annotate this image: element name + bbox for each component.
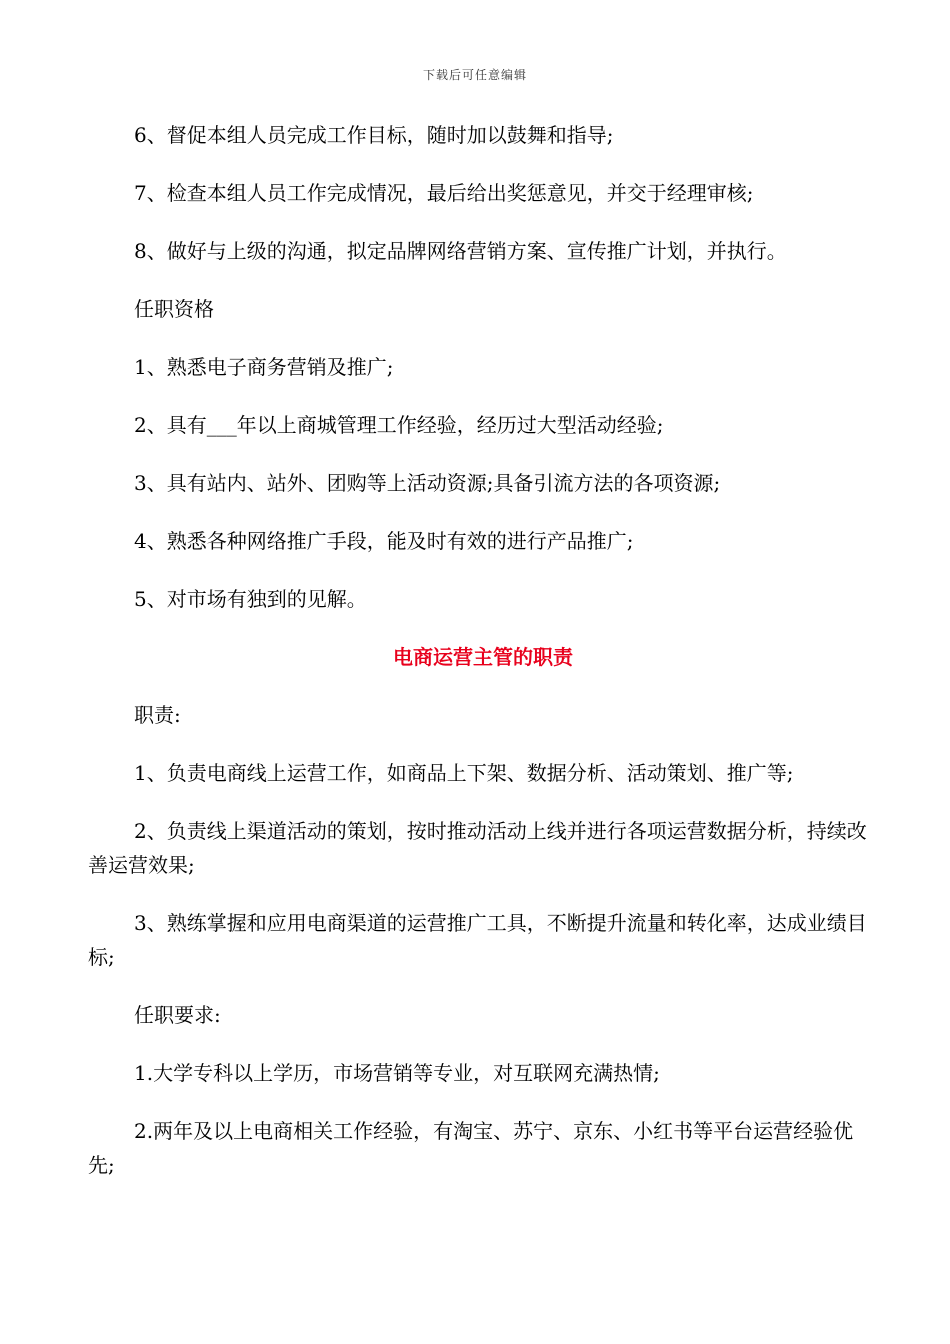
qualification-item-1: 1、熟悉电子商务营销及推广; bbox=[134, 355, 394, 379]
requirement-item: 2.两年及以上电商相关工作经验，有淘宝、苏宁、京东、小红书等平台运营经验优先; bbox=[88, 1119, 854, 1177]
duty-item: 1、负责电商线上运营工作，如商品上下架、数据分析、活动策划、推广等; bbox=[134, 761, 794, 785]
duties-heading: 职责: bbox=[134, 703, 181, 727]
duty-item-8: 8、做好与上级的沟通，拟定品牌网络营销方案、宣传推广计划，并执行。 bbox=[134, 239, 787, 263]
qualification-item-4: 4、熟悉各种网络推广手段，能及时有效的进行产品推广; bbox=[134, 529, 634, 553]
requirement-item: 1.大学专科以上学历，市场营销等专业，对互联网充满热情; bbox=[134, 1061, 660, 1085]
header-note: 下载后可任意编辑 bbox=[422, 68, 527, 82]
qualification-heading: 任职资格 bbox=[134, 297, 214, 321]
qualification-item-3: 3、具有站内、站外、团购等上活动资源;具备引流方法的各项资源; bbox=[134, 471, 721, 495]
qualification-item-5: 5、对市场有独到的见解。 bbox=[134, 587, 367, 611]
qualification-item-2: 2、具有___年以上商城管理工作经验，经历过大型活动经验; bbox=[134, 413, 664, 437]
duty-item: 2、负责线上渠道活动的策划，按时推动活动上线并进行各项运营数据分析，持续改善运营效果; bbox=[88, 819, 867, 877]
duty-item: 3、熟练掌握和应用电商渠道的运营推广工具，不断提升流量和转化率，达成业绩目标; bbox=[88, 911, 867, 969]
duty-item-7: 7、检查本组人员工作完成情况，最后给出奖惩意见，并交于经理审核; bbox=[134, 181, 754, 205]
document-body bbox=[88, 118, 878, 1206]
section-title: 电商运营主管的职责 bbox=[393, 645, 573, 669]
requirements-heading: 任职要求: bbox=[134, 1003, 221, 1027]
duty-item-6: 6、督促本组人员完成工作目标，随时加以鼓舞和指导; bbox=[134, 123, 614, 147]
